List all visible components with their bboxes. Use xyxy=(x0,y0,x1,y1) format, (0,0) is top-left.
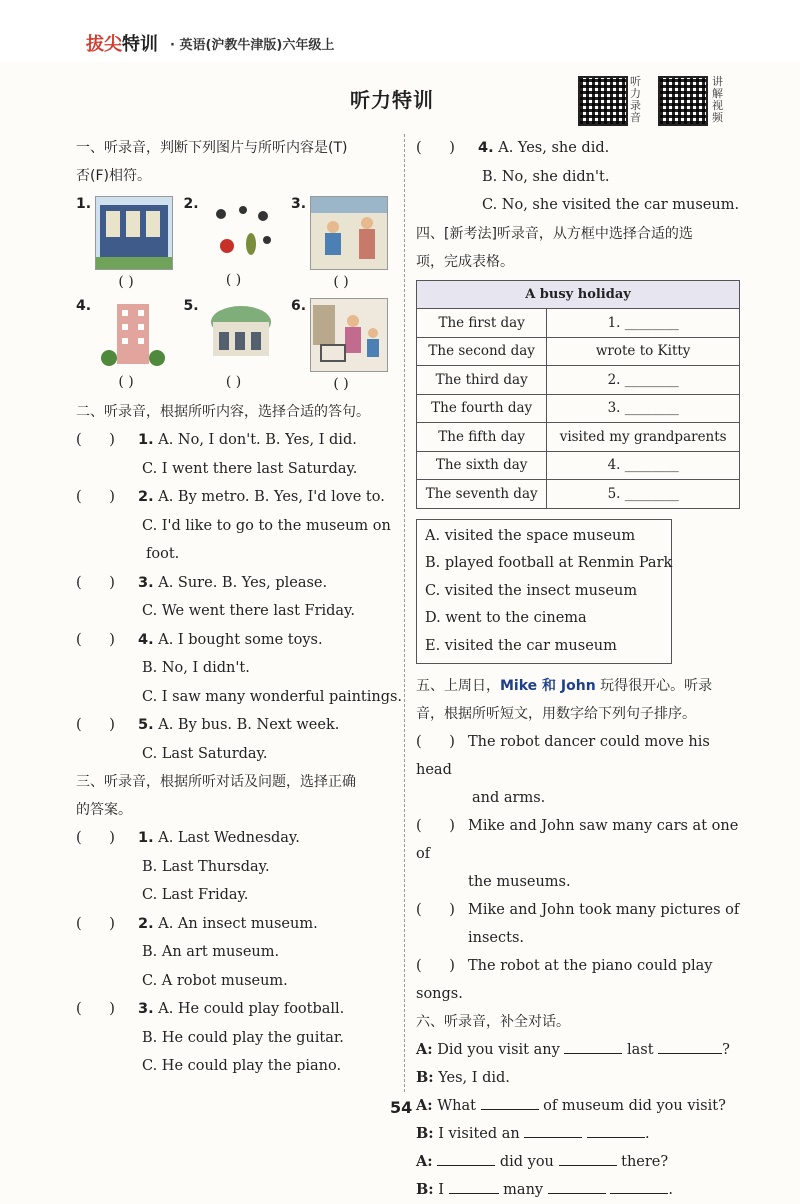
qr-code-video[interactable] xyxy=(658,76,708,126)
option-item: A. visited the space museum xyxy=(425,527,636,544)
section-4-heading: 四、[新考法]听录音，从方框中选择合适的选 项，完成表格。 xyxy=(416,225,693,270)
table-row: The fourth day 3. ________ xyxy=(417,394,740,423)
page-title: 听力特训 xyxy=(350,88,434,112)
qr-code-audio[interactable] xyxy=(578,76,628,126)
picture-item: 1. ( ) xyxy=(76,196,176,290)
section-1-heading: 一、听录音，判断下列图片与所听内容是(T) 否(F)相符。 xyxy=(76,140,348,184)
option-item: E. visited the car museum xyxy=(425,637,617,654)
answer-blank[interactable] xyxy=(564,1041,622,1054)
page-header xyxy=(0,0,800,62)
table-row: The sixth day 4. ________ xyxy=(417,451,740,480)
building-icon xyxy=(95,298,171,370)
picture-row-1 xyxy=(76,196,391,290)
section-3-questions: ( ) 1. A. Last Wednesday. B. Last Thursday. C. Last Friday. ( ) 2. A. An insect museum. B. An art museum. C. A robot museum. ( ) 3. A. He could play football. B. He could play the guitar. C. He could play the piano. xyxy=(76,830,345,1074)
table-title: A busy holiday xyxy=(417,280,740,309)
answer-blank[interactable] xyxy=(437,1153,495,1166)
right-column xyxy=(416,134,746,1204)
section-3-question-4: ( ) 4. A. Yes, she did. B. No, she didn't. C. No, she visited the car museum. xyxy=(416,140,740,213)
busy-holiday-table xyxy=(416,280,740,509)
page-number: 54 xyxy=(390,1098,413,1117)
options-box xyxy=(416,519,672,665)
section-5-heading: 五、上周日，Mike 和 John 玩得很开心。听录 音，根据所听短文，用数字给下列句子排序。 xyxy=(416,678,713,722)
table-row: The seventh day 5. ________ xyxy=(417,480,740,509)
insects-icon xyxy=(203,196,279,268)
left-column xyxy=(76,134,403,1081)
book-subtitle: · 英语(沪教牛津版)六年级上 xyxy=(170,38,335,53)
answer-blank[interactable] xyxy=(449,1181,499,1194)
section-5-items: ( ) The robot dancer could move his head and arms. ( ) Mike and John saw many cars at one of the museums. ( ) Mike and John took many pictures of insects. ( ) The robot at the piano could play songs. xyxy=(416,734,740,1002)
brand-logo: 拔尖特训 xyxy=(86,34,158,55)
option-item: C. visited the insect museum xyxy=(425,582,638,599)
answer-blank[interactable] xyxy=(548,1181,606,1194)
table-row: The second day wrote to Kitty xyxy=(417,337,740,366)
supermarket-shopping-icon xyxy=(310,298,388,372)
qr-label-video: 讲解视频 xyxy=(712,75,723,124)
qr-label-audio: 听力录音 xyxy=(630,75,641,124)
option-item: B. played football at Renmin Park xyxy=(425,555,673,571)
column-divider xyxy=(404,134,405,1092)
picture-item: 6. ( ) xyxy=(291,298,391,392)
answer-blank[interactable] xyxy=(610,1181,668,1194)
museum-hall-icon xyxy=(95,196,173,270)
people-at-museum-icon xyxy=(310,196,388,270)
answer-blank[interactable] xyxy=(481,1097,539,1110)
section-2-heading: 二、听录音，根据所听内容，选择合适的答句。 xyxy=(76,404,370,420)
section-3-heading: 三、听录音，根据所听对话及问题，选择正确 的答案。 xyxy=(76,774,356,818)
dialogue: A: Did you visit any last ? B: Yes, I did. A: What of museum did you visit? B: I visited an . A: did you there? B: I many . xyxy=(416,1041,730,1198)
answer-blank[interactable] xyxy=(559,1153,617,1166)
table-row: The first day 1. ________ xyxy=(417,309,740,338)
picture-item: 4. ( ) xyxy=(76,298,176,392)
section-2-questions: ( ) 1. A. No, I don't. B. Yes, I did. C. I went there last Saturday. ( ) 2. A. By metro. B. Yes, I'd love to. C. I'd like to go to the museum on foot. ( ) 3. A. Sure. B. Yes, please. C. We went there last Friday. ( ) 4. A. I bought some toys. B. No, I didn't. C. I saw many wonderful paintings. ( ) 5. A. By bus. B. Next week. C. Last Saturday. xyxy=(76,432,403,762)
picture-item: 2. ( ) xyxy=(184,196,284,290)
section-6-heading: 六、听录音，补全对话。 xyxy=(416,1014,570,1030)
answer-blank[interactable] xyxy=(658,1041,722,1054)
picture-item: 3. ( ) xyxy=(291,196,391,290)
table-row: The third day 2. ________ xyxy=(417,366,740,395)
picture-item: 5. ( ) xyxy=(184,298,284,392)
table-row: The fifth day visited my grandparents xyxy=(417,423,740,452)
option-item: D. went to the cinema xyxy=(425,610,587,626)
picture-row-2 xyxy=(76,298,391,392)
cinema-building-icon xyxy=(203,298,279,370)
